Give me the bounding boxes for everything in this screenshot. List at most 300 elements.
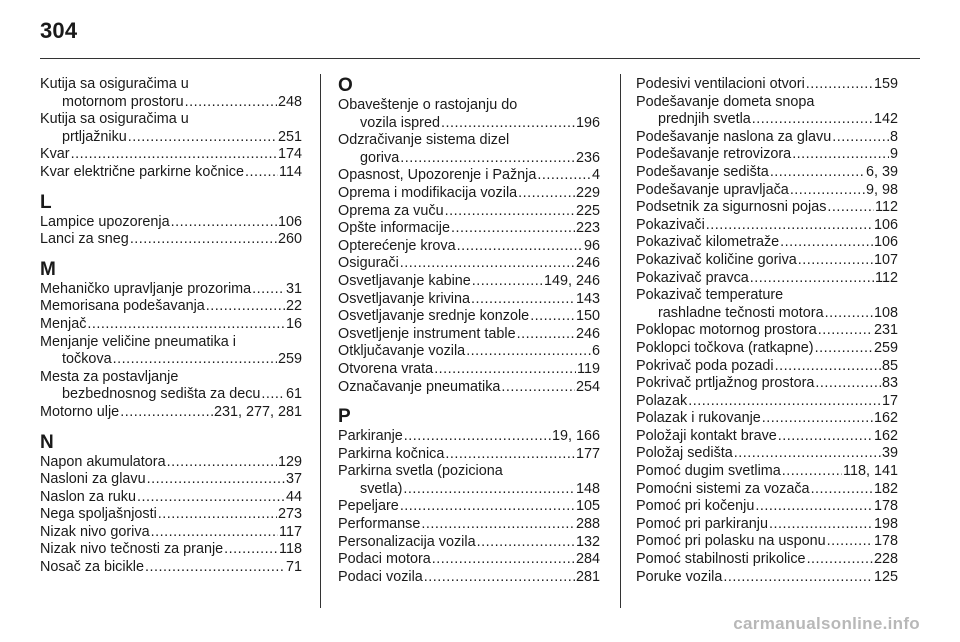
- index-entry-term: Podsetnik za sigurnosni pojas: [636, 199, 827, 216]
- index-entry: [40, 506, 302, 524]
- index-entry-line: [40, 129, 302, 147]
- index-entry-term: Pomoć pri kočenju: [636, 498, 755, 515]
- index-entry-line: [338, 343, 600, 361]
- index-entry-pages: 108: [873, 304, 898, 321]
- dot-leader: [403, 481, 575, 499]
- index-entry-term: Nosač za bicikle: [40, 559, 144, 576]
- index-entry-pages: 6: [591, 343, 600, 360]
- index-entry: [338, 291, 600, 309]
- index-entry-term: Polazak i rukovanje: [636, 410, 761, 427]
- index-entry: [636, 146, 898, 164]
- index-entry-term: Memorisana podešavanja: [40, 298, 205, 315]
- index-entry: [338, 551, 600, 569]
- index-entry-line: [338, 516, 600, 534]
- index-entry-term: Osvetljavanje srednje konzole: [338, 308, 530, 325]
- index-entry-pages: 182: [873, 480, 898, 497]
- dot-leader: [424, 569, 575, 587]
- index-entry-line: [40, 164, 302, 182]
- dot-leader: [432, 551, 575, 569]
- index-entry-term: Nega spoljašnjosti: [40, 506, 157, 523]
- index-entry-line: [40, 76, 302, 94]
- index-entry-line: [636, 516, 898, 534]
- index-entry-pages: 106: [873, 234, 898, 251]
- index-section-letter: P: [338, 406, 351, 428]
- index-entry-pages: 259: [277, 351, 302, 368]
- index-entry: [338, 463, 600, 498]
- dot-leader: [723, 569, 873, 587]
- dot-leader: [517, 326, 575, 344]
- index-entry: [636, 410, 898, 428]
- index-entry-pages: 198: [873, 515, 898, 532]
- dot-leader: [151, 524, 278, 542]
- index-entry-pages: 105: [575, 498, 600, 515]
- dot-leader: [782, 463, 842, 481]
- index-entry-term: Kvar električne parkirne kočnice: [40, 163, 244, 180]
- index-entry-line: [636, 94, 898, 112]
- index-entry-term: Lanci za sneg: [40, 231, 129, 248]
- index-entry: [338, 273, 600, 291]
- index-entry: [338, 167, 600, 185]
- index-entry-pages: 17: [881, 392, 898, 409]
- index-entry-line: [636, 569, 898, 587]
- index-entry-line: [636, 340, 898, 358]
- index-entry-pages: 225: [575, 202, 600, 219]
- index-entry-pages: 150: [575, 308, 600, 325]
- index-entry: [636, 569, 898, 587]
- dot-leader: [792, 146, 889, 164]
- index-entry-term: Podešavanje sedišta: [636, 163, 769, 180]
- index-entry-line: [40, 111, 302, 129]
- index-entry-term: Pepeljare: [338, 498, 399, 515]
- index-entry: [636, 428, 898, 446]
- index-entry-line: [636, 481, 898, 499]
- dot-leader: [87, 316, 285, 334]
- dot-leader: [451, 220, 575, 238]
- index-entry-line: [636, 375, 898, 393]
- index-entry-term: bezbednosnog sedišta za decu: [62, 386, 261, 403]
- index-entry-term: prednjih svetla: [658, 111, 751, 128]
- index-entry-line: [338, 569, 600, 587]
- index-entry: [338, 343, 600, 361]
- index-entry-pages: 107: [873, 251, 898, 268]
- dot-leader: [113, 351, 277, 369]
- index-entry-line: [338, 238, 600, 256]
- index-column-2: [338, 76, 600, 586]
- index-entry-term: Osvetljavanje krivina: [338, 290, 470, 307]
- index-entry-term: Polazak: [636, 392, 688, 409]
- index-entry-pages: 112: [875, 269, 898, 286]
- index-entry-pages: 223: [575, 220, 600, 237]
- index-entry: [338, 308, 600, 326]
- index-entry-line: [636, 445, 898, 463]
- index-entry: [338, 379, 600, 397]
- index-entry-line: [636, 322, 898, 340]
- dot-leader: [780, 234, 873, 252]
- index-section-letter: L: [40, 191, 52, 213]
- index-entry-term: Poruke vozila: [636, 568, 723, 585]
- index-entry: [338, 361, 600, 379]
- index-entry-pages: 143: [575, 290, 600, 307]
- index-entry-pages: 39: [881, 445, 898, 462]
- index-entry-term: Opasnost, Upozorenje i Pažnja: [338, 167, 537, 184]
- index-entry-pages: 248: [277, 93, 302, 110]
- index-entry-pages: 178: [873, 533, 898, 550]
- index-entry-line: [40, 298, 302, 316]
- index-entry-term: Kutija sa osiguračima u: [40, 76, 189, 92]
- index-entry-term: Otvorena vrata: [338, 360, 434, 377]
- index-entry-term: Pomoć pri parkiranju: [636, 515, 768, 532]
- index-entry-term: Osvetljavanje kabine: [338, 272, 471, 289]
- index-entry-line: [636, 182, 898, 200]
- index-entry-term: Pokazivač kilometraže: [636, 234, 780, 251]
- index-entry-term: Osigurači: [338, 255, 399, 272]
- index-entry-line: [636, 270, 898, 288]
- dot-leader: [755, 498, 873, 516]
- index-entry: [40, 524, 302, 542]
- index-entry-line: [338, 255, 600, 273]
- index-entry-term: Pomoć pri polasku na usponu: [636, 533, 826, 550]
- index-entry-term: Parkiranje: [338, 428, 403, 445]
- dot-leader: [245, 164, 278, 182]
- index-entry-pages: 281: [575, 568, 600, 585]
- index-entry: [636, 252, 898, 270]
- index-entry-line: [40, 94, 302, 112]
- index-entry-term: Naslon za ruku: [40, 488, 136, 505]
- index-entry-term: Osvetljenje instrument table: [338, 325, 516, 342]
- index-entry: [636, 182, 898, 200]
- index-entry-line: [636, 287, 898, 305]
- index-entry-pages: 9: [889, 146, 898, 163]
- index-entry-term: Podaci motora: [338, 551, 431, 568]
- dot-leader: [457, 238, 583, 256]
- index-entry-pages: 132: [575, 533, 600, 550]
- index-entry: [338, 220, 600, 238]
- index-section-letter: M: [40, 258, 56, 280]
- index-entry-term: Pomoćni sistemi za vozača: [636, 480, 810, 497]
- index-entry-line: [40, 489, 302, 507]
- index-entry: [40, 471, 302, 489]
- index-entry-pages: 174: [277, 146, 302, 163]
- dot-leader: [807, 551, 873, 569]
- index-entry-term: Otključavanje vozila: [338, 343, 466, 360]
- index-entry: [40, 164, 302, 182]
- index-entry: [338, 255, 600, 273]
- index-entry-term: Napon akumulatora: [40, 453, 166, 470]
- index-entry: [40, 111, 302, 146]
- index-entry-line: [636, 252, 898, 270]
- index-entry-pages: 6, 39: [865, 163, 898, 180]
- index-entry-term: Pokrivač poda pozadi: [636, 357, 774, 374]
- index-entry-line: [636, 305, 898, 323]
- index-entry-term: Položaji kontakt brave: [636, 427, 777, 444]
- index-entry-term: prtljažniku: [62, 128, 127, 145]
- index-entry: [338, 569, 600, 587]
- dot-leader: [145, 559, 285, 577]
- index-entry-pages: 162: [873, 410, 898, 427]
- index-entry: [636, 481, 898, 499]
- index-entry-pages: 85: [881, 357, 898, 374]
- index-entry-pages: 112: [875, 199, 898, 216]
- index-entry-line: [338, 150, 600, 168]
- index-entry-pages: 246: [575, 325, 600, 342]
- index-entry-pages: 236: [575, 149, 600, 166]
- dot-leader: [790, 182, 865, 200]
- index-entry-line: [40, 386, 302, 404]
- dot-leader: [815, 375, 881, 393]
- index-entry: [636, 234, 898, 252]
- index-entry: [338, 185, 600, 203]
- dot-leader: [477, 534, 575, 552]
- index-entry: [636, 129, 898, 147]
- index-entry-pages: 31: [285, 280, 302, 297]
- index-entry-pages: 61: [285, 386, 302, 403]
- index-entry: [338, 326, 600, 344]
- index-entry-line: [40, 281, 302, 299]
- header-rule: [40, 58, 920, 59]
- dot-leader: [472, 273, 543, 291]
- column-divider: [320, 74, 321, 608]
- index-entry-term: Oprema za vuču: [338, 202, 444, 219]
- index-entry-term: Pomoć stabilnosti prikolice: [636, 551, 806, 568]
- dot-leader: [224, 541, 278, 559]
- dot-leader: [206, 298, 285, 316]
- index-entry: [636, 94, 898, 129]
- dot-leader: [400, 150, 575, 168]
- index-entry-pages: 106: [277, 213, 302, 230]
- index-entry-pages: 106: [873, 216, 898, 233]
- index-entry: [636, 340, 898, 358]
- index-entry-term: Obaveštenje o rastojanju do: [338, 97, 518, 113]
- dot-leader: [706, 217, 873, 235]
- index-entry-term: Nizak nivo goriva: [40, 523, 150, 540]
- index-entry-line: [40, 454, 302, 472]
- index-entry: [40, 489, 302, 507]
- dot-leader: [400, 498, 575, 516]
- dot-leader: [128, 129, 277, 147]
- index-entry-pages: 117: [279, 523, 302, 540]
- index-entry-pages: 177: [575, 445, 600, 462]
- index-entry-term: Pokazivači: [636, 216, 705, 233]
- dot-leader: [137, 489, 285, 507]
- index-entry-line: [636, 129, 898, 147]
- index-entry-pages: 22: [285, 298, 302, 315]
- index-entry-pages: 246: [575, 255, 600, 272]
- index-entry-term: Mesta za postavljanje: [40, 368, 179, 385]
- index-entry-line: [338, 97, 600, 115]
- dot-leader: [185, 94, 277, 112]
- dot-leader: [441, 115, 575, 133]
- index-entry-line: [338, 115, 600, 133]
- index-entry-pages: 251: [277, 128, 302, 145]
- dot-leader: [750, 270, 874, 288]
- index-entry-pages: 260: [277, 231, 302, 248]
- index-entry-term: Pokrivač prtljažnog prostora: [636, 375, 815, 392]
- index-entry-line: [338, 220, 600, 238]
- dot-leader: [130, 231, 277, 249]
- index-entry-line: [338, 551, 600, 569]
- index-entry-line: [636, 498, 898, 516]
- index-entry-line: [636, 234, 898, 252]
- dot-leader: [734, 445, 881, 463]
- index-entry-line: [636, 111, 898, 129]
- index-entry-line: [636, 551, 898, 569]
- index-entry-line: [40, 541, 302, 559]
- index-entry: [40, 559, 302, 577]
- index-entry-term: Poklopci točkova (ratkapne): [636, 339, 814, 356]
- dot-leader: [798, 252, 873, 270]
- index-entry-term: Podešavanje dometa snopa: [636, 93, 815, 110]
- index-entry: [40, 298, 302, 316]
- index-entry-pages: 142: [873, 111, 898, 128]
- index-entry-pages: 178: [873, 498, 898, 515]
- dot-leader: [404, 428, 551, 446]
- index-entry-pages: 149, 246: [543, 272, 600, 289]
- index-entry-line: [338, 446, 600, 464]
- dot-leader: [778, 428, 873, 446]
- index-entry-pages: 228: [873, 551, 898, 568]
- index-entry-term: Odzračivanje sistema dizel: [338, 132, 510, 149]
- index-entry-term: goriva: [360, 149, 400, 166]
- index-entry: [338, 516, 600, 534]
- index-entry: [40, 76, 302, 111]
- index-entry-line: [636, 533, 898, 551]
- index-entry: [338, 498, 600, 516]
- index-entry-line: [40, 404, 302, 422]
- dot-leader: [530, 308, 575, 326]
- dot-leader: [421, 516, 575, 534]
- dot-leader: [445, 203, 575, 221]
- index-entry-term: Pokazivač pravca: [636, 269, 749, 286]
- index-entry-pages: 83: [881, 375, 898, 392]
- index-section-letter: O: [338, 75, 353, 96]
- index-entry: [636, 551, 898, 569]
- index-entry-line: [40, 351, 302, 369]
- dot-leader: [811, 481, 873, 499]
- index-column-3: [636, 76, 898, 586]
- index-entry-line: [40, 369, 302, 387]
- index-entry-line: [338, 361, 600, 379]
- index-entry-term: Pokazivač količine goriva: [636, 251, 797, 268]
- index-entry: [636, 287, 898, 322]
- index-entry-term: Personalizacija vozila: [338, 533, 476, 550]
- dot-leader: [818, 322, 873, 340]
- index-entry-pages: 288: [575, 516, 600, 533]
- index-entry-line: [636, 358, 898, 376]
- index-entry-term: Mehaničko upravljanje prozorima: [40, 280, 252, 297]
- index-entry-pages: 16: [285, 315, 302, 332]
- index-entry: [636, 199, 898, 217]
- index-entry-pages: 19, 166: [551, 428, 600, 445]
- index-entry-line: [338, 534, 600, 552]
- index-entry-line: [40, 506, 302, 524]
- index-entry-term: Položaj sedišta: [636, 445, 733, 462]
- index-entry-line: [338, 132, 600, 150]
- index-entry-line: [338, 379, 600, 397]
- index-entry: [40, 404, 302, 422]
- index-entry-line: [636, 199, 898, 217]
- index-entry-pages: 162: [873, 427, 898, 444]
- index-entry-line: [636, 164, 898, 182]
- index-entry-term: Parkirna svetla (poziciona: [338, 463, 503, 480]
- index-entry-term: svetla): [360, 480, 403, 497]
- index-entry-term: Nizak nivo tečnosti za pranje: [40, 541, 224, 558]
- dot-leader: [501, 379, 575, 397]
- index-entry-line: [338, 273, 600, 291]
- index-entry-term: Parkirna kočnica: [338, 445, 445, 462]
- index-entry-line: [338, 185, 600, 203]
- index-entry-pages: 254: [575, 378, 600, 395]
- dot-leader: [167, 454, 277, 472]
- index-entry-pages: 125: [873, 568, 898, 585]
- index-entry-term: Menjač: [40, 315, 87, 332]
- index-entry: [338, 238, 600, 256]
- dot-leader: [471, 291, 575, 309]
- index-entry: [636, 217, 898, 235]
- index-entry-line: [636, 410, 898, 428]
- index-entry-line: [40, 316, 302, 334]
- index-entry-line: [338, 481, 600, 499]
- dot-leader: [752, 111, 873, 129]
- index-entry-pages: 9, 98: [865, 181, 898, 198]
- index-entry-line: [338, 428, 600, 446]
- dot-leader: [769, 516, 873, 534]
- index-entry-line: [40, 146, 302, 164]
- index-entry: [636, 164, 898, 182]
- index-entry-pages: 8: [889, 128, 898, 145]
- index-entry: [338, 428, 600, 446]
- index-entry-term: Lampice upozorenja: [40, 213, 170, 230]
- dot-leader: [400, 255, 575, 273]
- index-entry-pages: 114: [279, 163, 302, 180]
- index-column-1: [40, 76, 302, 577]
- index-entry-term: Kutija sa osiguračima u: [40, 111, 189, 128]
- index-entry-term: vozila ispred: [360, 114, 440, 131]
- index-entry-pages: 96: [583, 237, 600, 254]
- dot-leader: [158, 506, 277, 524]
- index-entry-pages: 196: [575, 114, 600, 131]
- dot-leader: [518, 185, 575, 203]
- index-entry: [636, 533, 898, 551]
- dot-leader: [770, 164, 865, 182]
- index-entry-term: Menjanje veličine pneumatika i: [40, 333, 236, 350]
- index-entry-pages: 118, 141: [843, 463, 898, 480]
- index-entry-term: Podešavanje upravljača: [636, 181, 789, 198]
- index-entry-pages: 231, 277, 281: [213, 403, 302, 420]
- index-entry-line: [338, 291, 600, 309]
- dot-leader: [827, 199, 874, 217]
- index-entry-pages: 44: [285, 488, 302, 505]
- index-entry-line: [338, 463, 600, 481]
- index-entry-line: [636, 217, 898, 235]
- index-entry-term: motornom prostoru: [62, 93, 184, 110]
- index-entry: [636, 393, 898, 411]
- index-entry: [636, 445, 898, 463]
- index-entry: [40, 541, 302, 559]
- dot-leader: [445, 446, 575, 464]
- dot-leader: [827, 533, 873, 551]
- dot-leader: [806, 76, 873, 94]
- dot-leader: [537, 167, 591, 185]
- index-entry-line: [338, 326, 600, 344]
- index-entry-term: Opšte informacije: [338, 220, 450, 237]
- index-entry-term: Motorno ulje: [40, 403, 120, 420]
- index-entry-line: [636, 146, 898, 164]
- index-entry: [636, 516, 898, 534]
- index-entry-pages: 119: [577, 360, 600, 377]
- dot-leader: [171, 214, 277, 232]
- index-entry-line: [338, 498, 600, 516]
- index-entry: [636, 76, 898, 94]
